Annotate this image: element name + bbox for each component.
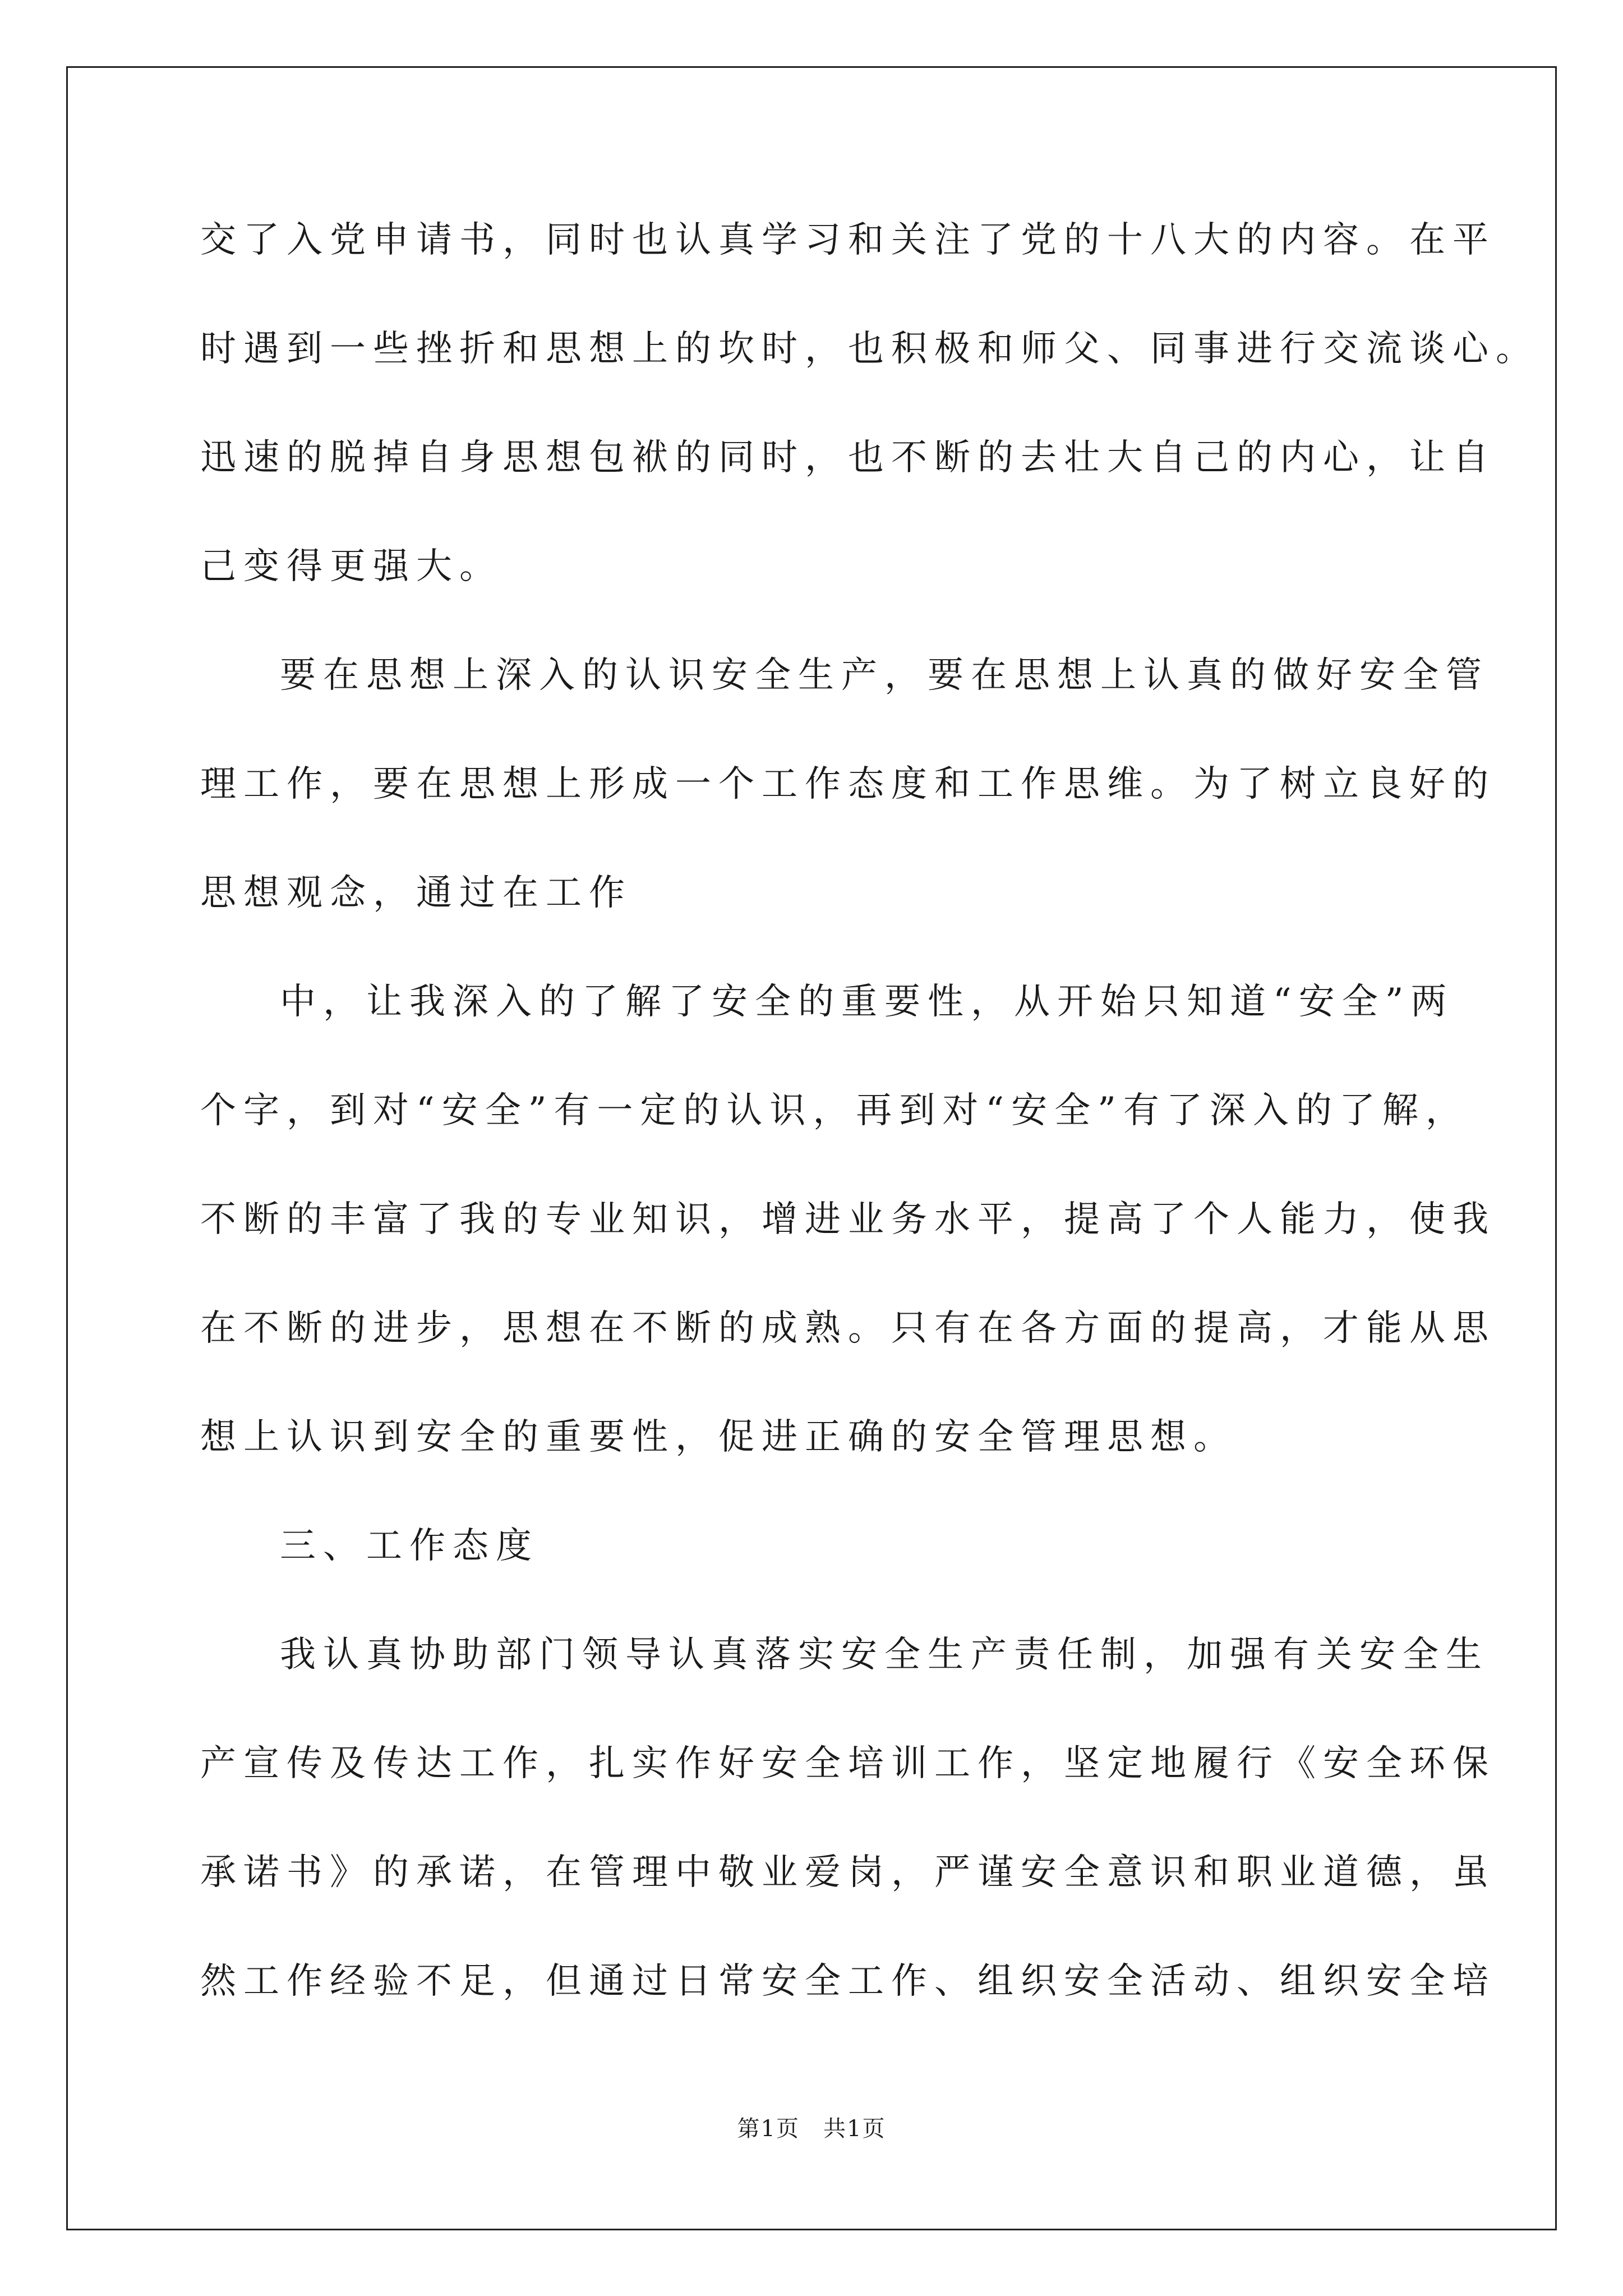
text-line: 思想观念，通过在工作 (200, 872, 632, 914)
text-line: 然工作经验不足，但通过日常安全工作、组织安全活动、组织安全培 (200, 1961, 1496, 2002)
text-line: 承诺书》的承诺，在管理中敬业爱岗，严谨安全意识和职业道德，虽 (200, 1852, 1496, 1893)
section-heading: 三、工作态度 (280, 1525, 539, 1567)
text-line: 迅速的脱掉自身思想包袱的同时，也不断的去壮大自己的内心，让自 (200, 437, 1496, 478)
text-line: 想上认识到安全的重要性，促进正确的安全管理思想。 (200, 1416, 1237, 1458)
text-line: 理工作，要在思想上形成一个工作态度和工作思维。为了树立良好的 (200, 763, 1496, 805)
paragraph-first-line: 我认真协助部门领导认真落实安全生产责任制，加强有关安全生 (280, 1634, 1489, 1676)
text-line: 己变得更强大。 (200, 546, 502, 587)
paragraph-first-line: 中，让我深入的了解了安全的重要性，从开始只知道“安全”两 (280, 981, 1454, 1023)
document-body (200, 213, 1539, 2008)
page-number-footer: 第1页 共1页 (737, 2116, 886, 2142)
text-line: 产宣传及传达工作，扎实作好安全培训工作，坚定地履行《安全环保 (200, 1743, 1496, 1784)
text-line: 时遇到一些挫折和思想上的坎时，也积极和师父、同事进行交流谈心。 (200, 328, 1539, 370)
text-line: 在不断的进步，思想在不断的成熟。只有在各方面的提高，才能从思 (200, 1308, 1496, 1349)
paragraph-first-line: 要在思想上深入的认识安全生产，要在思想上认真的做好安全管 (280, 655, 1489, 696)
text-line: 交了入党申请书，同时也认真学习和关注了党的十八大的内容。在平 (200, 219, 1496, 261)
text-line: 不断的丰富了我的专业知识，增进业务水平，提高了个人能力，使我 (200, 1199, 1496, 1240)
text-line: 个字，到对“安全”有一定的认识，再到对“安全”有了深入的了解， (200, 1090, 1469, 1131)
